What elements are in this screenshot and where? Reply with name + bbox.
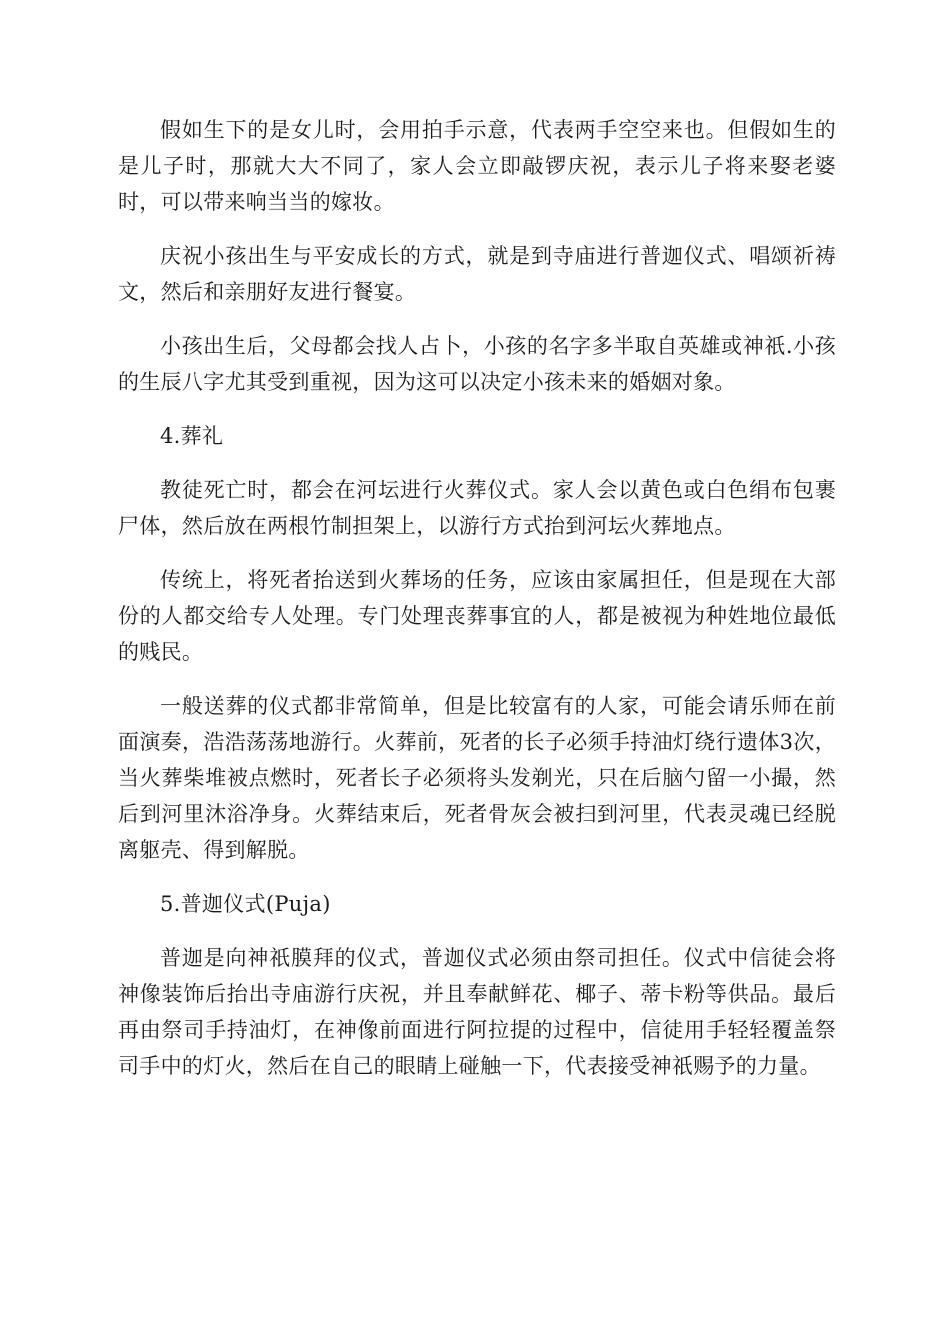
paragraph-puja-ritual: 普迦是向神祇膜拜的仪式，普迦仪式必须由祭司担任。仪式中信徒会将神像装饰后抬出寺庙游行庆祝，并且奉献鲜花、椰子、蒂卡粉等供品。最后再由祭司手持油灯，在神像前面进行阿拉提的过程中，信徒用手轻轻覆盖祭司手中的灯火，然后在自己的眼睛上碰触一下，代表接受神祇赐予的力量。 (118, 946, 836, 1078)
paragraph-daughter-son-birth: 假如生下的是女儿时，会用拍手示意，代表两手空空来也。但假如生的是儿子时，那就大大不同了，家人会立即敲锣庆祝，表示儿子将来娶老婆时，可以带来响当当的嫁妆。 (118, 118, 836, 214)
section-heading-funeral: 4.葬礼 (160, 424, 224, 448)
section-heading-puja: 5.普迦仪式(Puja) (160, 892, 331, 916)
paragraph-birth-celebration: 庆祝小孩出生与平安成长的方式，就是到寺庙进行普迦仪式、唱颂祈祷文，然后和亲朋好友进行餐宴。 (118, 244, 836, 304)
document-body (118, 112, 836, 1102)
paragraph-divination-naming: 小孩出生后，父母都会找人占卜，小孩的名字多半取自英雄或神祇.小孩的生辰八字尤其受到重视，因为这可以决定小孩未来的婚姻对象。 (118, 334, 836, 394)
paragraph-funeral-bearers: 传统上，将死者抬送到火葬场的任务，应该由家属担任，但是现在大部份的人都交给专人处理。专门处理丧葬事宜的人，都是被视为种姓地位最低的贱民。 (118, 568, 836, 664)
paragraph-funeral-procession: 一般送葬的仪式都非常简单，但是比较富有的人家，可能会请乐师在前面演奏，浩浩荡荡地游行。火葬前，死者的长子必须手持油灯绕行遗体3次，当火葬柴堆被点燃时，死者长子必须将头发剃光，只在后脑勺留一小撮，然后到河里沐浴净身。火葬结束后，死者骨灰会被扫到河里，代表灵魂已经脱离躯壳、得到解脱。 (118, 694, 836, 862)
paragraph-cremation-ritual: 教徒死亡时，都会在河坛进行火葬仪式。家人会以黄色或白色绢布包裹尸体，然后放在两根竹制担架上，以游行方式抬到河坛火葬地点。 (118, 478, 836, 538)
